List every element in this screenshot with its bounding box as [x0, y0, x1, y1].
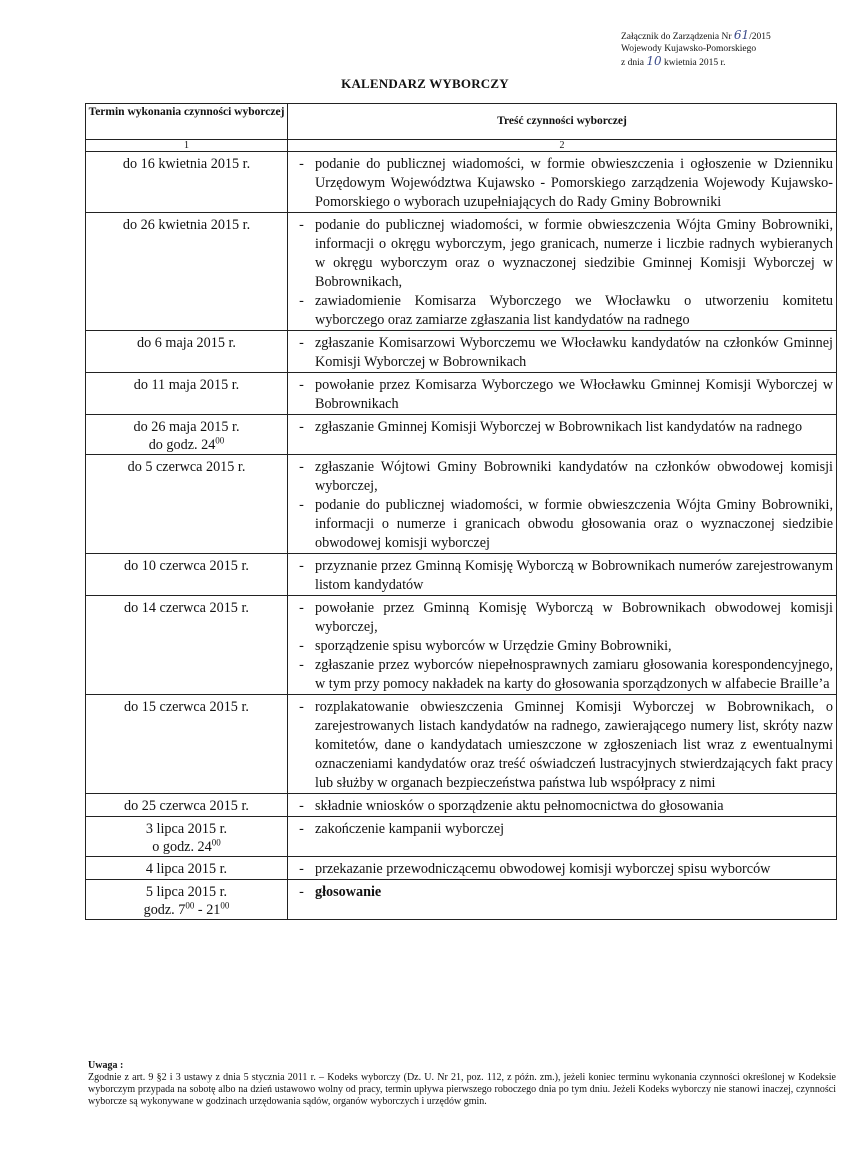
bullet-dash: -: [299, 377, 304, 393]
col-number-2: 2: [288, 140, 837, 152]
content-item: [288, 698, 836, 793]
content-item: [288, 418, 836, 437]
schedule-row: [86, 455, 837, 554]
content-item-text: sporządzenie spisu wyborców w Urzędzie Gminy Bobrowniki,: [315, 638, 672, 654]
term-date: do 6 maja 2015 r.: [137, 335, 236, 351]
content-item-text: zakończenie kampanii wyborczej: [315, 821, 505, 837]
bullet-dash: -: [299, 600, 304, 616]
content-item-text: powołanie przez Gminną Komisję Wyborczą w Bobrownikach obwodowej komisji wyborczej,: [315, 600, 833, 635]
schedule-row: [86, 213, 837, 331]
term-cell: [86, 554, 288, 596]
schedule-row: [86, 415, 837, 455]
term-time: o godz. $24^{00}$: [152, 837, 221, 855]
schedule-row: [86, 695, 837, 794]
content-item-text: przyznanie przez Gminną Komisję Wyborczą w Bobrownikach numerów zarejestrowanym listom kandydatów: [315, 558, 833, 593]
col-header-content: Treść czynności wyborczej: [288, 104, 837, 140]
content-item: [288, 557, 836, 595]
term-cell: [86, 794, 288, 817]
schedule-row: [86, 817, 837, 857]
document-title: KALENDARZ WYBORCZY: [341, 76, 509, 91]
content-item-text: powołanie przez Komisarza Wyborczego we Włocławku Gminnej Komisji Wyborczej w Bobrownikach: [315, 377, 833, 412]
term-date: do 26 maja 2015 r.: [133, 419, 240, 435]
bullet-dash: -: [299, 798, 304, 814]
term-date: 3 lipca 2015 r.: [145, 821, 228, 837]
term-date: do 16 kwietnia 2015 r.: [122, 156, 251, 172]
content-item-text: zgłaszanie Komisarzowi Wyborczemu we Włocławku kandydatów na członków Gminnej Komisji Wyborczej w Bobrownikach: [315, 335, 833, 370]
content-cell: [288, 794, 837, 817]
term-date: do 26 kwietnia 2015 r.: [122, 217, 251, 233]
schedule-row: [86, 794, 837, 817]
bullet-dash: -: [299, 699, 304, 715]
bullet-dash: -: [299, 217, 304, 233]
term-date: 4 lipca 2015 r.: [145, 861, 228, 877]
term-date: 5 lipca 2015 r.: [145, 884, 228, 900]
content-item: [288, 376, 836, 414]
content-item: [288, 496, 836, 553]
term-cell: [86, 455, 288, 554]
content-item: [288, 860, 836, 879]
schedule-row: [86, 152, 837, 213]
content-item-text: zgłaszanie Gminnej Komisji Wyborczej w Bobrownikach list kandydatów na radnego: [315, 419, 803, 435]
content-item: [288, 656, 836, 694]
content-item-text: podanie do publicznej wiadomości, w formie obwieszczenia Wójta Gminy Bobrowniki, informacji o okręgu wyborczym, jego granicach, numerze i liczbie radnych wybieranych w okręgu wyborczym oraz o wyznaczonej siedzibie Gminnej Komisji Wyborczej w Bobrownikach,: [315, 217, 833, 290]
attachment-header: [621, 29, 771, 69]
handwritten-number: 61: [733, 28, 750, 42]
content-item: [288, 637, 836, 656]
bullet-dash: -: [299, 497, 304, 513]
content-cell: [288, 554, 837, 596]
content-item-text: podanie do publicznej wiadomości, w formie obwieszczenia i ogłoszenie w Dzienniku Urzędowym Województwa Kujawsko - Pomorskiego zarządzenia Wojewody Kujawsko-Pomorskiego o wyborach uzupełniających do Rady Gminy Bobrowniki: [315, 156, 833, 210]
content-cell: [288, 373, 837, 415]
content-cell: [288, 596, 837, 695]
term-cell: [86, 596, 288, 695]
term-date: do 25 czerwca 2015 r.: [124, 798, 249, 814]
content-cell: [288, 455, 837, 554]
content-item-text: głosowanie: [315, 884, 382, 900]
term-date: do 14 czerwca 2015 r.: [124, 600, 249, 616]
content-item-text: zgłaszanie Wójtowi Gminy Bobrowniki kandydatów na członków obwodowej komisji wyborczej,: [315, 459, 833, 494]
bullet-dash: -: [299, 156, 304, 172]
term-date: do 15 czerwca 2015 r.: [124, 699, 249, 715]
content-item-text: przekazanie przewodniczącemu obwodowej komisji wyborczej spisu wyborców: [315, 861, 771, 877]
content-item-text: zawiadomienie Komisarza Wyborczego we Włocławku o utworzeniu komitetu wyborczego oraz zamiarze zgłaszania list kandydatów na radnego: [315, 293, 833, 328]
content-cell: [288, 213, 837, 331]
content-cell: [288, 152, 837, 213]
term-cell: [86, 817, 288, 857]
content-item-text: podanie do publicznej wiadomości, w formie obwieszczenia Wójta Gminy Bobrowniki, informacji o numerze i granicach obwodu głosowania oraz o wyznaczonej siedzibie obwodowej komisji wyborczej: [315, 497, 833, 551]
content-cell: [288, 880, 837, 920]
col-header-term: Termin wykonania czynności wyborczej: [86, 104, 288, 140]
content-item-text: składnie wniosków o sporządzenie aktu pełnomocnictwa do głosowania: [315, 798, 724, 814]
col-number-1: 1: [86, 140, 288, 152]
attachment-line-3: z dnia 10 kwietnia 2015 r.: [621, 54, 726, 68]
bullet-dash: -: [299, 558, 304, 574]
bullet-dash: -: [299, 884, 304, 900]
content-item: [288, 334, 836, 372]
bullet-dash: -: [299, 419, 304, 435]
term-time: do godz. $24^{00}$: [148, 435, 225, 453]
schedule-row: [86, 554, 837, 596]
content-cell: [288, 695, 837, 794]
handwritten-day: 10: [646, 54, 662, 68]
bullet-dash: -: [299, 657, 304, 673]
note-title: Uwaga :: [88, 1060, 124, 1071]
content-cell: [288, 415, 837, 455]
bullet-dash: -: [299, 335, 304, 351]
schedule-table: [85, 103, 837, 920]
content-item: [288, 820, 836, 839]
term-date: do 5 czerwca 2015 r.: [127, 459, 246, 475]
content-item: [288, 216, 836, 292]
term-cell: [86, 857, 288, 880]
content-item: [288, 883, 836, 902]
schedule-row: [86, 880, 837, 920]
term-cell: [86, 695, 288, 794]
attachment-line-1: Załącznik do Zarządzenia Nr 61/2015: [621, 28, 771, 42]
schedule-row: [86, 331, 837, 373]
term-cell: [86, 415, 288, 455]
bullet-dash: -: [299, 293, 304, 309]
bullet-dash: -: [299, 638, 304, 654]
schedule-row: [86, 596, 837, 695]
term-cell: [86, 213, 288, 331]
term-cell: [86, 880, 288, 920]
term-cell: [86, 331, 288, 373]
term-date: do 10 czerwca 2015 r.: [124, 558, 249, 574]
schedule-row: [86, 373, 837, 415]
bullet-dash: -: [299, 861, 304, 877]
content-item-text: zgłaszanie przez wyborców niepełnosprawnych zamiaru głosowania korespondencyjnego, w tym przy pomocy nakładek na karty do głosowania sporządzonych w alfabecie Braille’a: [315, 657, 833, 692]
content-cell: [288, 857, 837, 880]
bullet-dash: -: [299, 459, 304, 475]
content-cell: [288, 817, 837, 857]
note-text: Zgodnie z art. 9 §2 i 3 ustawy z dnia 5 stycznia 2011 r. – Kodeks wyborczy (Dz. U. Nr 21, poz. 112, z późn. zm.), jeżeli koniec terminu wykonania czynności określonej w Kodeksie wyborczym przypada na sobotę albo na dzień ustawowo wolny od pracy, termin upływa pierwszego roboczego dnia po tym dniu. Jeżeli Kodeks wyborczy nie stanowi inaczej, czynności wyborcze są wykonywane w godzinach urzędowania sądów, organów wyborczych i urzędów gmin.: [88, 1072, 836, 1107]
content-item: [288, 797, 836, 816]
schedule-rows: [86, 152, 837, 920]
attachment-line-2: Wojewody Kujawsko-Pomorskiego: [621, 44, 757, 54]
term-time: godz. $7^{00} - 21^{00}$: [143, 900, 230, 918]
term-date: do 11 maja 2015 r.: [133, 377, 240, 393]
content-item: [288, 599, 836, 637]
content-item: [288, 292, 836, 330]
content-item-text: rozplakatowanie obwieszczenia Gminnej Komisji Wyborczej w Bobrownikach, o zarejestrowanych listach kandydatów na radnego, zawierającego numery list, skróty nazw komitetów, dane o kandydatach umieszczone w zgłoszeniach list wraz z ewentualnymi oznaczeniami kandydatów oraz treść oświadczeń lustracyjnych stwierdzających fakt pracy lub służby w organach bezpieczeństwa państwa lub współpracy z nimi: [315, 699, 833, 791]
term-cell: [86, 152, 288, 213]
schedule-row: [86, 857, 837, 880]
note-section: [88, 1060, 836, 1108]
term-cell: [86, 373, 288, 415]
content-cell: [288, 331, 837, 373]
content-item: [288, 458, 836, 496]
bullet-dash: -: [299, 821, 304, 837]
content-item: [288, 155, 836, 212]
